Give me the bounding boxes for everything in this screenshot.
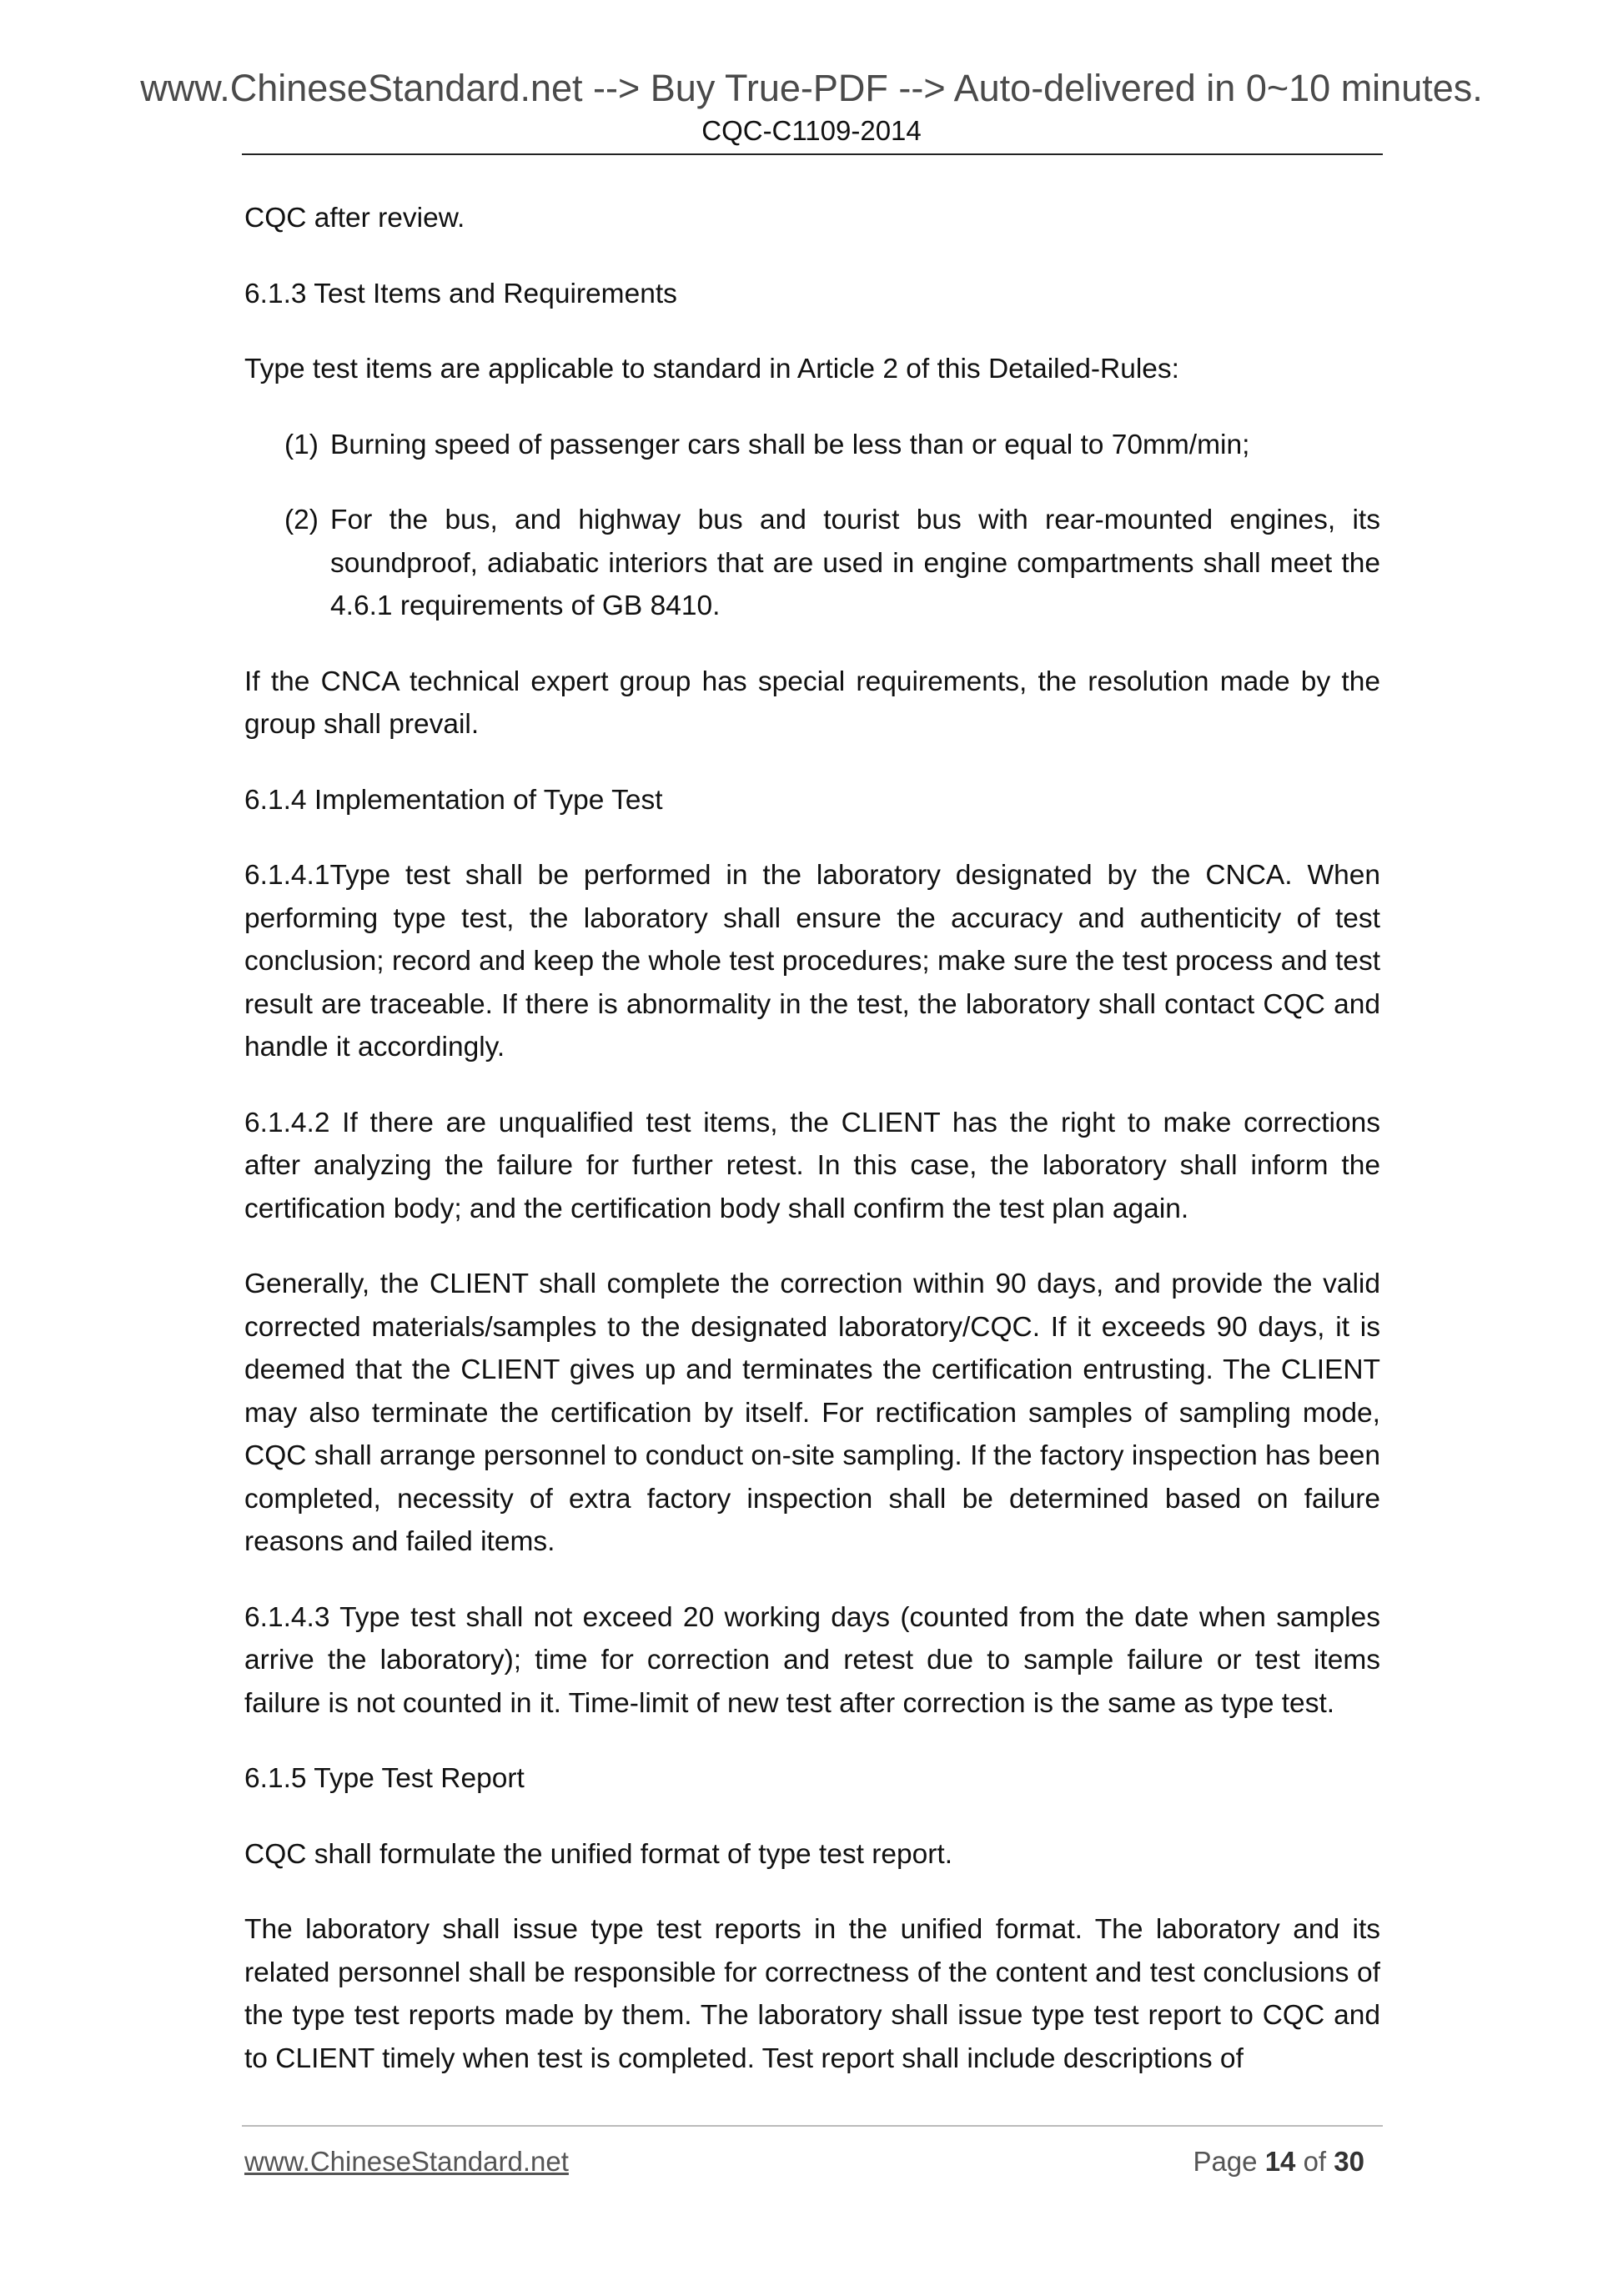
page-body	[244, 197, 1380, 2113]
list-item-number: (2)	[284, 505, 319, 535]
paragraph-6-1-4-2: 6.1.4.2 If there are unqualified test items, the CLIENT has the right to make corrections after analyzing the failure for further retest. In this case, the laboratory shall inform the certification body; and the certification body shall confirm the test plan again.	[244, 1107, 1380, 1224]
document-code: CQC-C1109-2014	[701, 115, 922, 146]
page-total: 30	[1334, 2146, 1364, 2177]
section-heading-6-1-3: 6.1.3 Test Items and Requirements	[244, 278, 677, 309]
list-item	[284, 499, 1380, 628]
paragraph-6-1-4-1: 6.1.4.1Type test shall be performed in the laboratory designated by the CNCA. When performing type test, the laboratory shall ensure the accuracy and authenticity of test conclusion; record and keep the whole test procedures; make sure the test process and test result are traceable. If there is abnormality in the test, the laboratory shall contact CQC and handle it accordingly.	[244, 860, 1380, 1063]
site-banner: www.ChineseStandard.net --> Buy True-PDF --> Auto-delivered in 0~10 minutes.	[140, 67, 1483, 109]
of-label: of	[1303, 2146, 1327, 2177]
section-heading-6-1-5: 6.1.5 Type Test Report	[244, 1763, 525, 1794]
paragraph-cqc-after-review: CQC after review.	[244, 203, 465, 234]
page-label: Page	[1193, 2146, 1258, 2177]
section-heading-6-1-4: 6.1.4 Implementation of Type Test	[244, 784, 663, 816]
list-item-text: Burning speed of passenger cars shall be less than or equal to 70mm/min;	[330, 429, 1250, 460]
list-item-number: (1)	[284, 429, 319, 460]
header-divider	[242, 153, 1383, 155]
paragraph-6-1-4-3: 6.1.4.3 Type test shall not exceed 20 working days (counted from the date when samples arrive the laboratory); time for correction and retest due to sample failure or test items failure is not counted in it. Time-limit of new test after correction is the same as type test.	[244, 1601, 1380, 1719]
paragraph-cnca-expert-group: If the CNCA technical expert group has special requirements, the resolution made by the group shall prevail.	[244, 666, 1380, 740]
footer-divider	[242, 2125, 1383, 2127]
paragraph-laboratory-reports: The laboratory shall issue type test reports in the unified format. The laboratory and its related personnel shall be responsible for correctness of the content and test conclusions of the type test reports made by them. The laboratory shall issue type test report to CQC and to CLIENT timely when test is completed. Test report shall include descriptions of	[244, 1914, 1380, 2074]
list-item-text: For the bus, and highway bus and tourist bus with rear-mounted engines, its soundproof, adiabatic interiors that are used in engine compartments shall meet the 4.6.1 requirements of GB 8410.	[330, 505, 1380, 621]
paragraph-type-test-items: Type test items are applicable to standard in Article 2 of this Detailed-Rules:	[244, 354, 1179, 384]
footer-site-link[interactable]: www.ChineseStandard.net	[244, 2146, 569, 2177]
list-item	[284, 424, 1380, 467]
page-number: 14	[1264, 2146, 1296, 2177]
page-indicator	[1193, 2143, 1364, 2180]
paragraph-generally: Generally, the CLIENT shall complete the correction within 90 days, and provide the valid corrected materials/samples to the designated laboratory/CQC. If it exceeds 90 days, it is deemed that the CLIENT gives up and terminates the certification entrusting. The CLIENT may also terminate the certification by itself. For rectification samples of sampling mode, CQC shall arrange personnel to conduct on-site sampling. If the factory inspection has been completed, necessity of extra factory inspection shall be determined based on failure reasons and failed items.	[244, 1269, 1380, 1557]
paragraph-unified-format: CQC shall formulate the unified format of type test report.	[244, 1838, 953, 1870]
